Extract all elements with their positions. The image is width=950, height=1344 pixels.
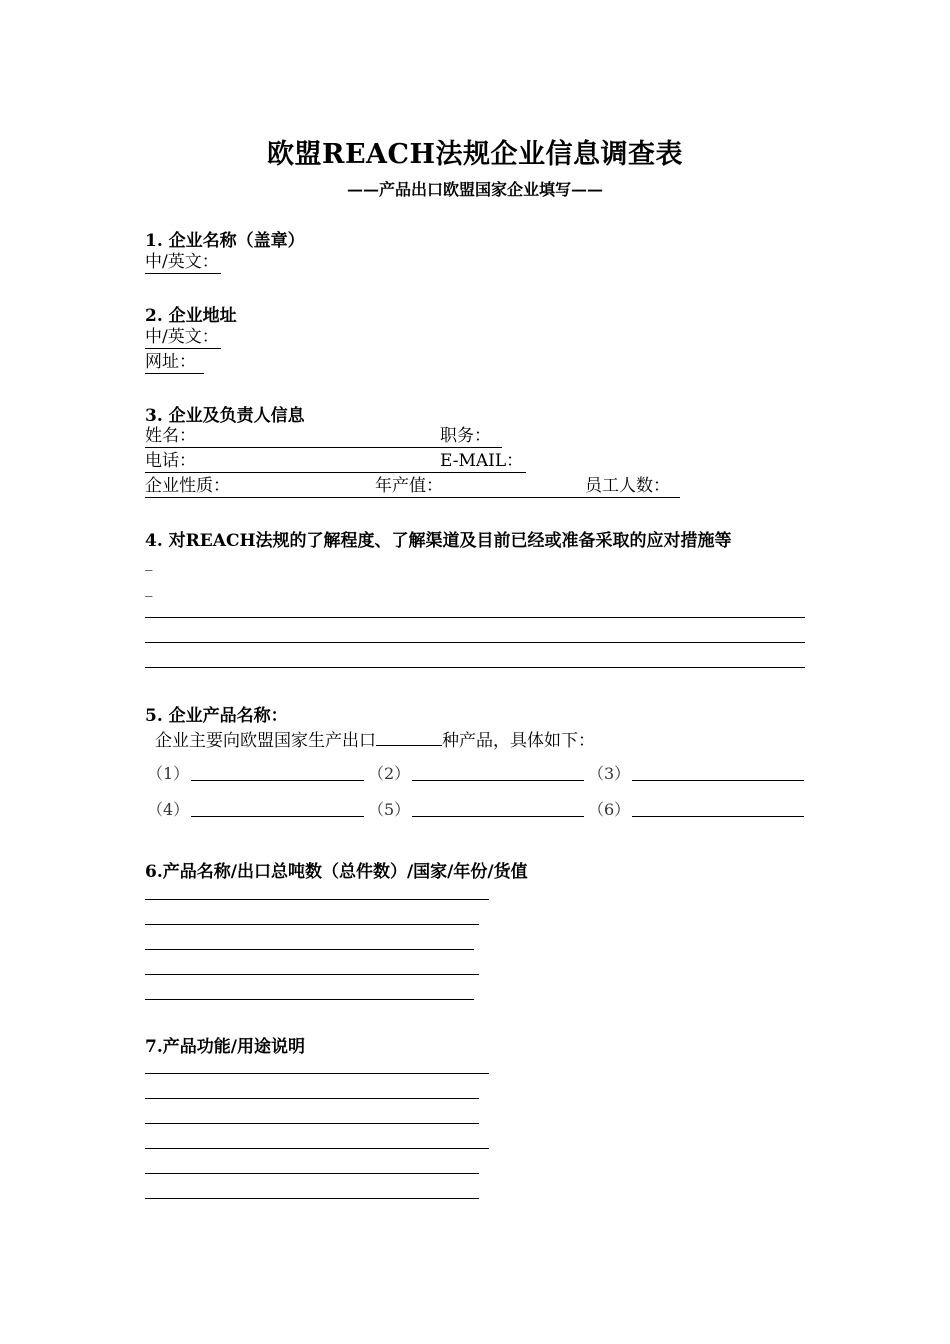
export-data-line-1[interactable] bbox=[145, 899, 489, 900]
usage-line-6[interactable] bbox=[145, 1198, 479, 1199]
section-3-heading: 3. 企业及负责人信息 bbox=[145, 406, 305, 426]
usage-line-4[interactable] bbox=[145, 1148, 489, 1149]
section-6-heading: 6.产品名称/出口总吨数（总件数）/国家/年份/货值 bbox=[145, 862, 528, 882]
contact-name-label: 姓名： bbox=[145, 426, 196, 446]
section-1-heading: 1. 企业名称（盖章） bbox=[145, 231, 305, 251]
reach-answer-line-3[interactable] bbox=[145, 667, 805, 668]
email-label: E-MAIL： bbox=[440, 451, 524, 471]
product-count-intro: 企业主要向欧盟国家生产出口 bbox=[155, 731, 376, 751]
export-data-line-4[interactable] bbox=[145, 974, 479, 975]
usage-line-1[interactable] bbox=[145, 1073, 489, 1074]
product-count-suffix: 种产品，具体如下： bbox=[442, 731, 595, 751]
product-item-1-label: （1） bbox=[147, 764, 190, 783]
company-name-label: 中/英文： bbox=[145, 252, 219, 272]
export-data-line-5[interactable] bbox=[145, 999, 474, 1000]
answer-dash-2: _ bbox=[145, 579, 153, 597]
usage-line-2[interactable] bbox=[145, 1098, 479, 1099]
product-count-sentence bbox=[155, 726, 595, 751]
phone-field[interactable] bbox=[145, 451, 435, 473]
email-field[interactable] bbox=[435, 451, 526, 473]
section-5-heading: 5. 企业产品名称： bbox=[145, 706, 288, 726]
export-data-line-2[interactable] bbox=[145, 924, 479, 925]
section-2-heading: 2. 企业地址 bbox=[145, 306, 237, 326]
product-item-2-label: （2） bbox=[368, 764, 411, 783]
product-item-3-line[interactable] bbox=[632, 780, 804, 781]
company-address-field[interactable] bbox=[145, 327, 221, 349]
product-item-1-line[interactable] bbox=[191, 780, 364, 781]
section-4-heading: 4. 对REACH法规的了解程度、了解渠道及目前已经或准备采取的应对措施等 bbox=[145, 531, 732, 551]
product-item-4-label: （4） bbox=[147, 800, 190, 819]
reach-answer-line-1[interactable] bbox=[145, 617, 805, 618]
position-field[interactable] bbox=[435, 426, 502, 448]
answer-dash-1: _ bbox=[145, 553, 153, 571]
phone-label: 电话： bbox=[145, 451, 196, 471]
employee-count-label: 员工人数： bbox=[585, 476, 670, 496]
product-item-5-label: （5） bbox=[368, 800, 411, 819]
product-item-6-label: （6） bbox=[588, 800, 631, 819]
product-item-4-line[interactable] bbox=[191, 816, 364, 817]
annual-output-field[interactable] bbox=[370, 476, 585, 498]
company-nature-label: 企业性质： bbox=[145, 476, 230, 496]
website-label: 网址： bbox=[145, 352, 196, 372]
contact-name-field[interactable] bbox=[145, 426, 435, 448]
form-subtitle: ——产品出口欧盟国家企业填写—— bbox=[346, 180, 603, 199]
export-data-line-3[interactable] bbox=[145, 949, 474, 950]
annual-output-label: 年产值： bbox=[375, 476, 443, 496]
company-nature-field[interactable] bbox=[145, 476, 370, 498]
product-item-5-line[interactable] bbox=[412, 816, 584, 817]
company-address-label: 中/英文： bbox=[145, 327, 219, 347]
position-label: 职务： bbox=[440, 426, 491, 446]
employee-count-field[interactable] bbox=[580, 476, 680, 498]
product-item-3-label: （3） bbox=[588, 764, 631, 783]
usage-line-3[interactable] bbox=[145, 1123, 479, 1124]
product-item-2-line[interactable] bbox=[412, 780, 584, 781]
product-count-blank[interactable] bbox=[376, 729, 442, 746]
company-name-field[interactable] bbox=[145, 252, 221, 274]
product-item-6-line[interactable] bbox=[632, 816, 804, 817]
reach-answer-line-2[interactable] bbox=[145, 642, 805, 643]
form-title: 欧盟REACH法规企业信息调查表 bbox=[267, 139, 683, 170]
website-field[interactable] bbox=[145, 352, 204, 374]
section-7-heading: 7.产品功能/用途说明 bbox=[145, 1037, 305, 1057]
usage-line-5[interactable] bbox=[145, 1173, 479, 1174]
